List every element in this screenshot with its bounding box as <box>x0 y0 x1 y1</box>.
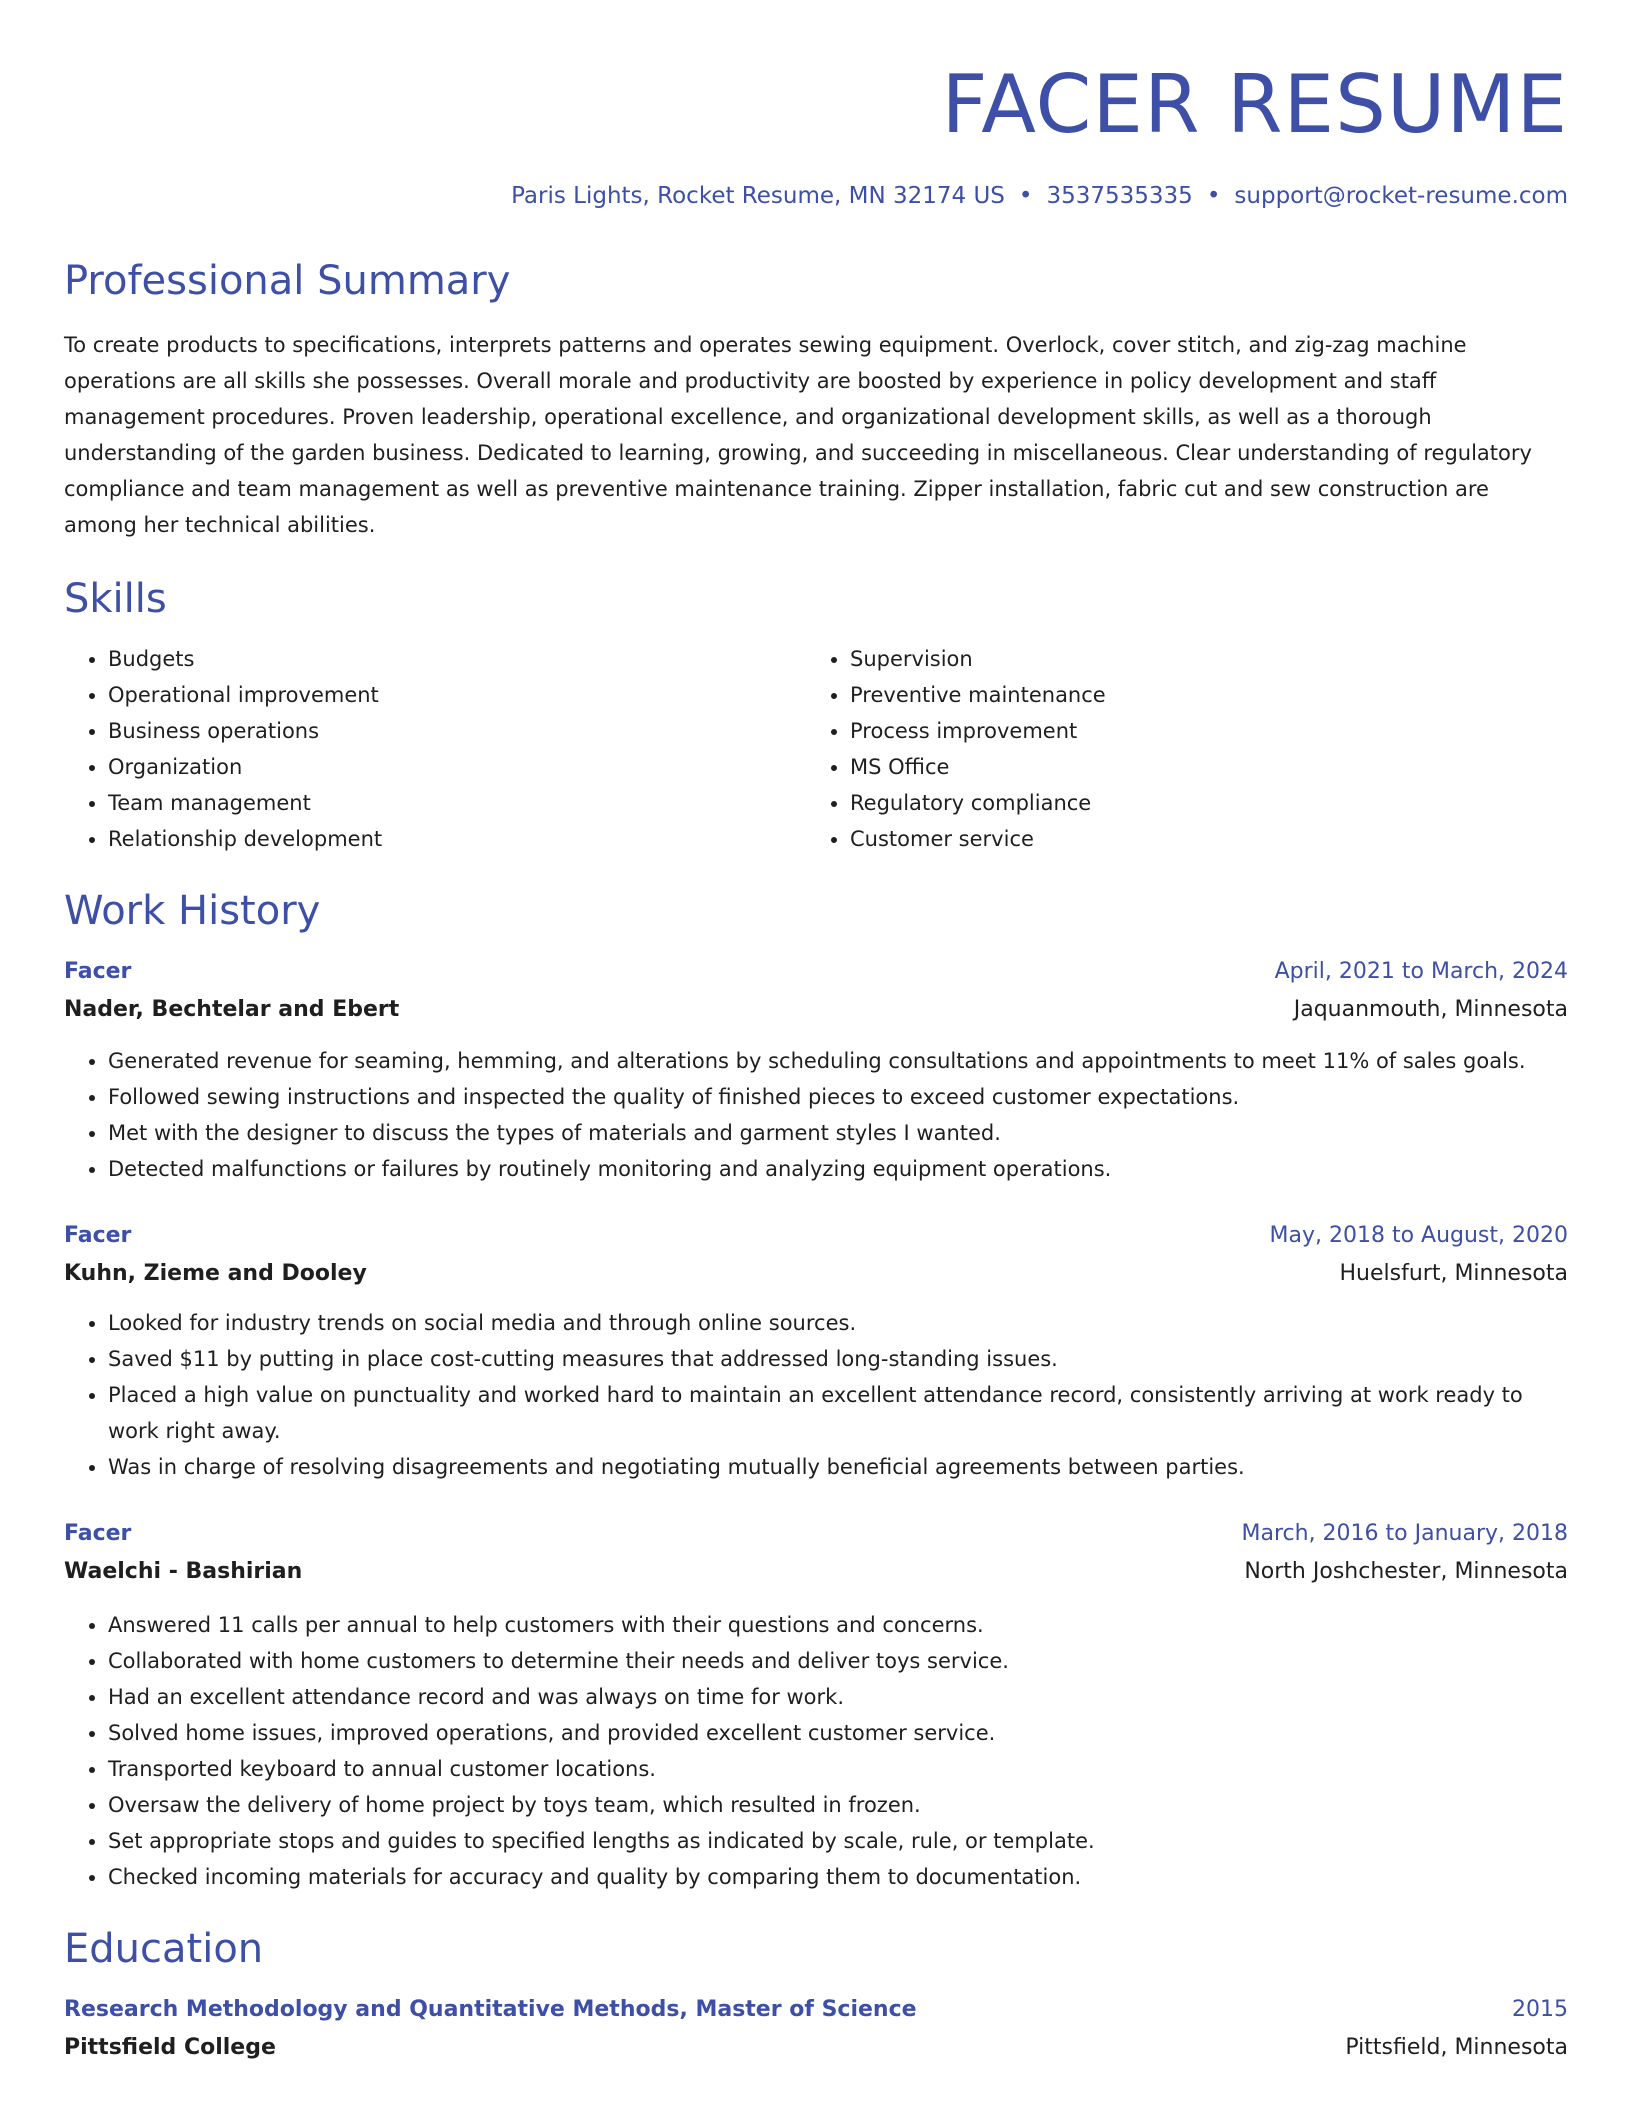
job-header <box>64 1217 1568 1255</box>
education-subheader <box>64 2029 1568 2067</box>
job-bullet: • Met with the designer to discuss the types of materials and garment styles I wanted. <box>108 1115 1568 1151</box>
job-bullets <box>64 1043 1568 1187</box>
job-company: Nader, Bechtelar and Ebert <box>64 996 400 1022</box>
job-bullet: • Answered 11 calls per annual to help customers with their questions and concerns. <box>108 1607 1568 1643</box>
summary-text: To create products to specifications, interprets patterns and operates sewing equipment. Overlock, cover stitch, and zig-zag machine operations are all skills she possesses. Overall morale and productivity are boosted by experience in policy development and staff management procedures. Proven leadership, operational excellence, and organizational development skills, as well as a thorough understanding of the garden business. Dedicated to learning, growing, and succeeding in miscellaneous. Clear understanding of regulatory compliance and team management as well as preventive maintenance training. Zipper installation, fabric cut and sew construction are among her technical abilities. <box>64 332 1532 537</box>
job-company: Kuhn, Zieme and Dooley <box>64 1260 367 1286</box>
job-bullet: • Solved home issues, improved operations, and provided excellent customer service. <box>108 1715 1568 1751</box>
skill-item: • MS Office <box>850 749 1548 785</box>
job-subheader <box>64 1553 1568 1591</box>
job-title: Facer <box>64 1520 132 1546</box>
skill-item: • Relationship development <box>108 821 806 857</box>
job-bullet: • Was in charge of resolving disagreements and negotiating mutually beneficial agreements between parties. <box>108 1449 1568 1485</box>
job-entry <box>64 953 1568 1187</box>
job-bullet: • Transported keyboard to annual customer locations. <box>108 1751 1568 1787</box>
contact-phone: 3537535335 <box>1046 183 1193 209</box>
contact-address: Paris Lights, Rocket Resume, MN 32174 US <box>511 183 1005 209</box>
contact-email: support@rocket-resume.com <box>1234 183 1568 209</box>
job-header <box>64 1515 1568 1553</box>
skill-item: • Supervision <box>850 641 1548 677</box>
skills-column-right <box>806 641 1548 857</box>
skill-item: • Business operations <box>108 713 806 749</box>
job-subheader <box>64 1255 1568 1293</box>
job-title: Facer <box>64 958 132 984</box>
job-dates: April, 2021 to March, 2024 <box>1274 958 1568 984</box>
skills-list <box>64 641 1568 857</box>
job-title: Facer <box>64 1222 132 1248</box>
education-location: Pittsfield, Minnesota <box>1345 2034 1568 2060</box>
job-header <box>64 953 1568 991</box>
job-bullet: • Had an excellent attendance record and was always on time for work. <box>108 1679 1568 1715</box>
job-location: North Joshchester, Minnesota <box>1244 1558 1568 1584</box>
education-heading: Education <box>64 1925 264 1972</box>
job-subheader <box>64 991 1568 1029</box>
resume-name: FACER RESUME <box>941 58 1568 151</box>
contact-line <box>64 183 1568 211</box>
skill-item: • Process improvement <box>850 713 1548 749</box>
skill-item: • Budgets <box>108 641 806 677</box>
skill-item: • Operational improvement <box>108 677 806 713</box>
skill-item: • Customer service <box>850 821 1548 857</box>
education-header <box>64 1991 1568 2029</box>
skill-item: • Organization <box>108 749 806 785</box>
skill-item: • Team management <box>108 785 806 821</box>
job-bullet: • Followed sewing instructions and inspected the quality of finished pieces to exceed customer expectations. <box>108 1079 1568 1115</box>
contact-separator: • <box>1206 183 1221 209</box>
education-school: Pittsfield College <box>64 2034 276 2060</box>
resume-page <box>64 0 1568 2067</box>
skill-item: • Preventive maintenance <box>850 677 1548 713</box>
skills-heading: Skills <box>64 575 167 622</box>
job-bullet: • Generated revenue for seaming, hemming, and alterations by scheduling consultations and appointments to meet 11% of sales goals. <box>108 1043 1568 1079</box>
job-bullets <box>64 1305 1568 1485</box>
education-year: 2015 <box>1512 1996 1568 2022</box>
job-bullet: • Collaborated with home customers to determine their needs and deliver toys service. <box>108 1643 1568 1679</box>
job-location: Jaquanmouth, Minnesota <box>1293 996 1568 1022</box>
job-dates: March, 2016 to January, 2018 <box>1241 1520 1568 1546</box>
job-bullet: • Looked for industry trends on social media and through online sources. <box>108 1305 1568 1341</box>
skills-column-left <box>64 641 806 857</box>
job-location: Huelsfurt, Minnesota <box>1339 1260 1568 1286</box>
education-degree: Research Methodology and Quantitative Methods, Master of Science <box>64 1996 917 2022</box>
job-entry <box>64 1217 1568 1485</box>
job-bullet: • Checked incoming materials for accuracy and quality by comparing them to documentation. <box>108 1859 1568 1895</box>
education-entry <box>64 1991 1568 2067</box>
job-bullet: • Placed a high value on punctuality and worked hard to maintain an excellent attendance record, consistently arriving at work ready to work right away. <box>108 1377 1568 1449</box>
job-bullet: • Detected malfunctions or failures by routinely monitoring and analyzing equipment operations. <box>108 1151 1568 1187</box>
work-history-heading: Work History <box>64 887 321 934</box>
contact-separator: • <box>1018 183 1033 209</box>
job-dates: May, 2018 to August, 2020 <box>1269 1222 1568 1248</box>
job-bullet: • Saved $11 by putting in place cost-cutting measures that addressed long-standing issues. <box>108 1341 1568 1377</box>
job-entry <box>64 1515 1568 1895</box>
job-bullet: • Oversaw the delivery of home project by toys team, which resulted in frozen. <box>108 1787 1568 1823</box>
skill-item: • Regulatory compliance <box>850 785 1548 821</box>
job-bullets <box>64 1607 1568 1895</box>
job-bullet: • Set appropriate stops and guides to specified lengths as indicated by scale, rule, or template. <box>108 1823 1568 1859</box>
summary-heading: Professional Summary <box>64 257 511 304</box>
job-company: Waelchi - Bashirian <box>64 1558 303 1584</box>
